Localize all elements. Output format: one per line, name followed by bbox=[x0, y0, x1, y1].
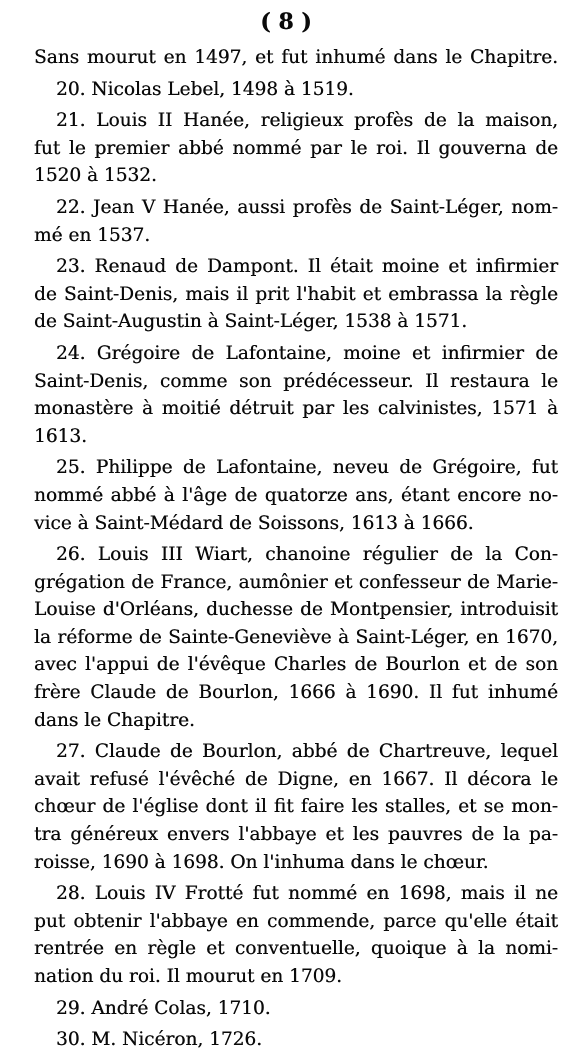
text-line: de Saint-Augustin à Saint-Léger, 1538 à 1571. bbox=[34, 311, 468, 333]
text-line: 27. Claude de Bourlon, abbé de Chartreuve, lequel bbox=[56, 741, 558, 763]
text-line: mé en 1537. bbox=[34, 224, 151, 246]
text-line: fut le premier abbé nommé par le roi. Il gouverna de bbox=[34, 137, 558, 159]
text-line: de Saint-Denis, mais il prit l'habit et embrassa la règle bbox=[34, 283, 558, 305]
text-line: roisse, 1690 à 1698. On l'inhuma dans le chœur. bbox=[34, 851, 489, 873]
text-line: chœur de l'église dont il fit faire les stalles, et se mon- bbox=[34, 796, 558, 818]
text-line: 26. Louis III Wiart, chanoine régulier de la Con- bbox=[56, 544, 558, 566]
text-line: vice à Saint-Médard de Soissons, 1613 à 1666. bbox=[34, 512, 474, 534]
text-line: tra généreux envers l'abbaye et les pauvres de la pa- bbox=[34, 824, 558, 846]
text-line: nation du roi. Il mourut en 1709. bbox=[34, 966, 343, 987]
text-line: grégation de France, aumônier et confesseur de Marie- bbox=[34, 571, 558, 593]
text-line: nommé abbé à l'âge de quatorze ans, étant encore no- bbox=[34, 484, 558, 506]
text-line: 30. M. Nicéron, 1726. bbox=[56, 1029, 263, 1051]
text-line: 20. Nicolas Lebel, 1498 à 1519. bbox=[56, 78, 354, 100]
text-line: Louise d'Orléans, duchesse de Montpensier, introduisit bbox=[34, 599, 558, 621]
text-line: 28. Louis IV Frotté fut nommé en 1698, mais il ne bbox=[56, 883, 558, 905]
text-line: 1613. bbox=[34, 425, 87, 447]
text-line: Saint-Denis, comme son prédécesseur. Il restaura le bbox=[34, 370, 558, 392]
text-line: rentrée en règle et conventuelle, quoique à la nomi- bbox=[34, 938, 558, 960]
text-line: monastère à moitié détruit par les calvinistes, 1571 à bbox=[34, 398, 558, 420]
text-line: 1520 à 1532. bbox=[34, 165, 157, 187]
text-line: 25. Philippe de Lafontaine, neveu de Grégoire, fut bbox=[56, 457, 558, 479]
text-line: 29. André Colas, 1710. bbox=[56, 997, 271, 1019]
text-line: 24. Grégoire de Lafontaine, moine et infirmier de bbox=[56, 342, 558, 364]
page-number: ( 8 ) bbox=[260, 9, 312, 35]
text-line: dans le Chapitre. bbox=[34, 709, 195, 731]
text-line: avait refusé l'évêché de Digne, en 1667. Il décora le bbox=[34, 768, 558, 790]
text-line: Sans mourut en 1497, et fut inhumé dans le Chapitre. bbox=[34, 47, 558, 68]
text-line: put obtenir l'abbaye en commende, parce qu'elle était bbox=[34, 910, 558, 932]
text-line: frère Claude de Bourlon, 1666 à 1690. Il fut inhumé bbox=[34, 682, 558, 704]
text-body bbox=[34, 44, 558, 1054]
text-line: 23. Renaud de Dampont. Il était moine et infirmier bbox=[56, 256, 558, 278]
text-line: avec l'appui de l'évêque Charles de Bourlon et de son bbox=[34, 654, 558, 676]
text-line: la réforme de Sainte-Geneviève à Saint-Léger, en 1670, bbox=[34, 626, 558, 648]
text-line: 22. Jean V Hanée, aussi profès de Saint-Léger, nom- bbox=[56, 196, 558, 218]
text-line: 21. Louis II Hanée, religieux profès de la maison, bbox=[56, 110, 558, 132]
